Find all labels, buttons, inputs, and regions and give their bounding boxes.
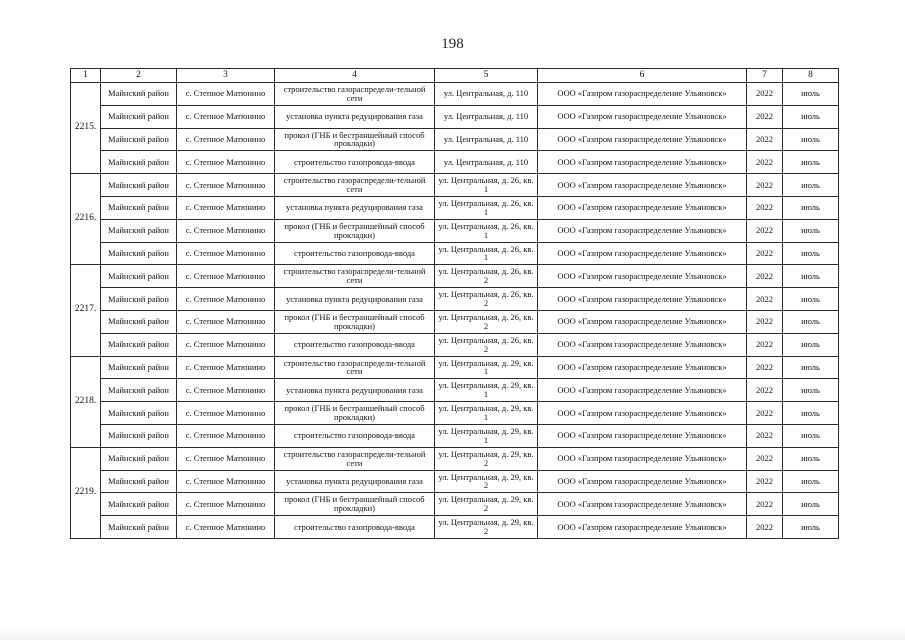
settlement-cell: с. Степное Матюнино [177,174,275,197]
table-body [71,69,839,539]
settlement-cell: с. Степное Матюнино [177,333,275,356]
district-cell: Майнский район [101,219,177,242]
table-row [71,151,839,174]
table-row [71,493,839,516]
settlement-cell: с. Степное Матюнино [177,356,275,379]
work-type-cell: прокол (ГНБ и бестраншейный способ прокладки) [275,402,435,425]
year-cell: 2022 [747,151,783,174]
address-cell: ул. Центральная, д. 26, кв. 2 [435,288,538,311]
header-cell: 6 [538,69,747,83]
work-type-cell: строительство газопровода-ввода [275,242,435,265]
district-cell: Майнский район [101,151,177,174]
work-type-cell: установка пункта редуцирования газа [275,288,435,311]
organization-cell: ООО «Газпром газораспределение Ульяновск» [538,174,747,197]
year-cell: 2022 [747,83,783,106]
address-cell: ул. Центральная, д. 26, кв. 2 [435,310,538,333]
work-type-cell: строительство газораспредели-тельной сети [275,265,435,288]
organization-cell: ООО «Газпром газораспределение Ульяновск» [538,379,747,402]
year-cell: 2022 [747,310,783,333]
work-type-cell: прокол (ГНБ и бестраншейный способ прокладки) [275,493,435,516]
table-row [71,402,839,425]
year-cell: 2022 [747,105,783,128]
table-row [71,196,839,219]
address-cell: ул. Центральная, д. 26, кв. 2 [435,333,538,356]
address-cell: ул. Центральная, д. 26, кв. 1 [435,174,538,197]
address-cell: ул. Центральная, д. 110 [435,128,538,151]
work-type-cell: установка пункта редуцирования газа [275,196,435,219]
header-cell: 1 [71,69,101,83]
entry-number-cell: 2218. [71,356,101,447]
table-row [71,242,839,265]
address-cell: ул. Центральная, д. 26, кв. 2 [435,265,538,288]
settlement-cell: с. Степное Матюнино [177,447,275,470]
month-cell: июль [783,288,839,311]
organization-cell: ООО «Газпром газораспределение Ульяновск» [538,493,747,516]
header-cell: 5 [435,69,538,83]
settlement-cell: с. Степное Матюнино [177,151,275,174]
organization-cell: ООО «Газпром газораспределение Ульяновск» [538,128,747,151]
address-cell: ул. Центральная, д. 26, кв. 1 [435,242,538,265]
year-cell: 2022 [747,424,783,447]
table-row [71,105,839,128]
district-cell: Майнский район [101,196,177,219]
district-cell: Майнский район [101,470,177,493]
year-cell: 2022 [747,196,783,219]
address-cell: ул. Центральная, д. 29, кв. 1 [435,424,538,447]
settlement-cell: с. Степное Матюнино [177,424,275,447]
organization-cell: ООО «Газпром газораспределение Ульяновск» [538,447,747,470]
organization-cell: ООО «Газпром газораспределение Ульяновск» [538,310,747,333]
organization-cell: ООО «Газпром газораспределение Ульяновск» [538,424,747,447]
settlement-cell: с. Степное Матюнино [177,516,275,539]
address-cell: ул. Центральная, д. 29, кв. 1 [435,402,538,425]
table-row [71,265,839,288]
year-cell: 2022 [747,333,783,356]
address-cell: ул. Центральная, д. 29, кв. 2 [435,447,538,470]
work-type-cell: строительство газораспредели-тельной сети [275,83,435,106]
table-row [71,447,839,470]
settlement-cell: с. Степное Матюнино [177,242,275,265]
organization-cell: ООО «Газпром газораспределение Ульяновск» [538,83,747,106]
district-cell: Майнский район [101,174,177,197]
month-cell: июль [783,333,839,356]
address-cell: ул. Центральная, д. 29, кв. 2 [435,470,538,493]
table-row [71,424,839,447]
year-cell: 2022 [747,219,783,242]
settlement-cell: с. Степное Матюнино [177,402,275,425]
work-type-cell: прокол (ГНБ и бестраншейный способ прокладки) [275,310,435,333]
work-type-cell: установка пункта редуцирования газа [275,470,435,493]
settlement-cell: с. Степное Матюнино [177,219,275,242]
address-cell: ул. Центральная, д. 110 [435,83,538,106]
month-cell: июль [783,242,839,265]
district-cell: Майнский район [101,83,177,106]
address-cell: ул. Центральная, д. 110 [435,151,538,174]
year-cell: 2022 [747,128,783,151]
organization-cell: ООО «Газпром газораспределение Ульяновск» [538,151,747,174]
organization-cell: ООО «Газпром газораспределение Ульяновск» [538,265,747,288]
month-cell: июль [783,83,839,106]
work-type-cell: прокол (ГНБ и бестраншейный способ прокладки) [275,219,435,242]
entry-number-cell: 2215. [71,83,101,174]
month-cell: июль [783,447,839,470]
month-cell: июль [783,105,839,128]
settlement-cell: с. Степное Матюнино [177,83,275,106]
entry-number-cell: 2216. [71,174,101,265]
organization-cell: ООО «Газпром газораспределение Ульяновск» [538,470,747,493]
month-cell: июль [783,151,839,174]
table-row [71,470,839,493]
district-cell: Майнский район [101,128,177,151]
header-cell: 4 [275,69,435,83]
work-type-cell: установка пункта редуцирования газа [275,105,435,128]
district-cell: Майнский район [101,333,177,356]
district-cell: Майнский район [101,424,177,447]
table-row [71,288,839,311]
header-cell: 2 [101,69,177,83]
table-row [71,379,839,402]
table-row [71,83,839,106]
entry-number-cell: 2219. [71,447,101,538]
address-cell: ул. Центральная, д. 29, кв. 1 [435,356,538,379]
month-cell: июль [783,356,839,379]
settlement-cell: с. Степное Матюнино [177,128,275,151]
district-cell: Майнский район [101,379,177,402]
month-cell: июль [783,493,839,516]
entry-number-cell: 2217. [71,265,101,356]
district-cell: Майнский район [101,402,177,425]
year-cell: 2022 [747,470,783,493]
month-cell: июль [783,219,839,242]
organization-cell: ООО «Газпром газораспределение Ульяновск» [538,333,747,356]
header-cell: 7 [747,69,783,83]
month-cell: июль [783,128,839,151]
district-cell: Майнский район [101,265,177,288]
work-type-cell: строительство газопровода-ввода [275,333,435,356]
work-type-cell: строительство газопровода-ввода [275,151,435,174]
month-cell: июль [783,174,839,197]
year-cell: 2022 [747,174,783,197]
year-cell: 2022 [747,265,783,288]
organization-cell: ООО «Газпром газораспределение Ульяновск» [538,402,747,425]
gasification-table [70,68,839,539]
district-cell: Майнский район [101,242,177,265]
work-type-cell: строительство газораспредели-тельной сети [275,356,435,379]
work-type-cell: строительство газопровода-ввода [275,516,435,539]
year-cell: 2022 [747,402,783,425]
year-cell: 2022 [747,379,783,402]
header-cell: 8 [783,69,839,83]
district-cell: Майнский район [101,447,177,470]
organization-cell: ООО «Газпром газораспределение Ульяновск» [538,219,747,242]
settlement-cell: с. Степное Матюнино [177,196,275,219]
year-cell: 2022 [747,242,783,265]
page-bottom-edge [0,628,905,640]
organization-cell: ООО «Газпром газораспределение Ульяновск» [538,242,747,265]
organization-cell: ООО «Газпром газораспределение Ульяновск» [538,196,747,219]
work-type-cell: строительство газопровода-ввода [275,424,435,447]
settlement-cell: с. Степное Матюнино [177,470,275,493]
month-cell: июль [783,402,839,425]
address-cell: ул. Центральная, д. 29, кв. 2 [435,493,538,516]
year-cell: 2022 [747,516,783,539]
settlement-cell: с. Степное Матюнино [177,288,275,311]
address-cell: ул. Центральная, д. 29, кв. 1 [435,379,538,402]
district-cell: Майнский район [101,356,177,379]
settlement-cell: с. Степное Матюнино [177,105,275,128]
organization-cell: ООО «Газпром газораспределение Ульяновск» [538,356,747,379]
organization-cell: ООО «Газпром газораспределение Ульяновск» [538,105,747,128]
month-cell: июль [783,265,839,288]
table-row [71,333,839,356]
address-cell: ул. Центральная, д. 110 [435,105,538,128]
header-cell: 3 [177,69,275,83]
address-cell: ул. Центральная, д. 29, кв. 2 [435,516,538,539]
work-type-cell: прокол (ГНБ и бестраншейный способ прокладки) [275,128,435,151]
header-row [71,69,839,83]
year-cell: 2022 [747,288,783,311]
district-cell: Майнский район [101,105,177,128]
settlement-cell: с. Степное Матюнино [177,265,275,288]
table-row [71,516,839,539]
district-cell: Майнский район [101,288,177,311]
district-cell: Майнский район [101,516,177,539]
table-row [71,219,839,242]
table-row [71,356,839,379]
month-cell: июль [783,379,839,402]
settlement-cell: с. Степное Матюнино [177,310,275,333]
work-type-cell: строительство газораспредели-тельной сети [275,447,435,470]
table-row [71,128,839,151]
address-cell: ул. Центральная, д. 26, кв. 1 [435,196,538,219]
table-row [71,310,839,333]
month-cell: июль [783,470,839,493]
organization-cell: ООО «Газпром газораспределение Ульяновск» [538,288,747,311]
year-cell: 2022 [747,447,783,470]
settlement-cell: с. Степное Матюнино [177,493,275,516]
table-row [71,174,839,197]
year-cell: 2022 [747,356,783,379]
year-cell: 2022 [747,493,783,516]
organization-cell: ООО «Газпром газораспределение Ульяновск» [538,516,747,539]
district-cell: Майнский район [101,310,177,333]
month-cell: июль [783,516,839,539]
work-type-cell: строительство газораспредели-тельной сети [275,174,435,197]
page-number: 198 [441,36,464,52]
month-cell: июль [783,310,839,333]
settlement-cell: с. Степное Матюнино [177,379,275,402]
district-cell: Майнский район [101,493,177,516]
address-cell: ул. Центральная, д. 26, кв. 1 [435,219,538,242]
month-cell: июль [783,424,839,447]
month-cell: июль [783,196,839,219]
work-type-cell: установка пункта редуцирования газа [275,379,435,402]
